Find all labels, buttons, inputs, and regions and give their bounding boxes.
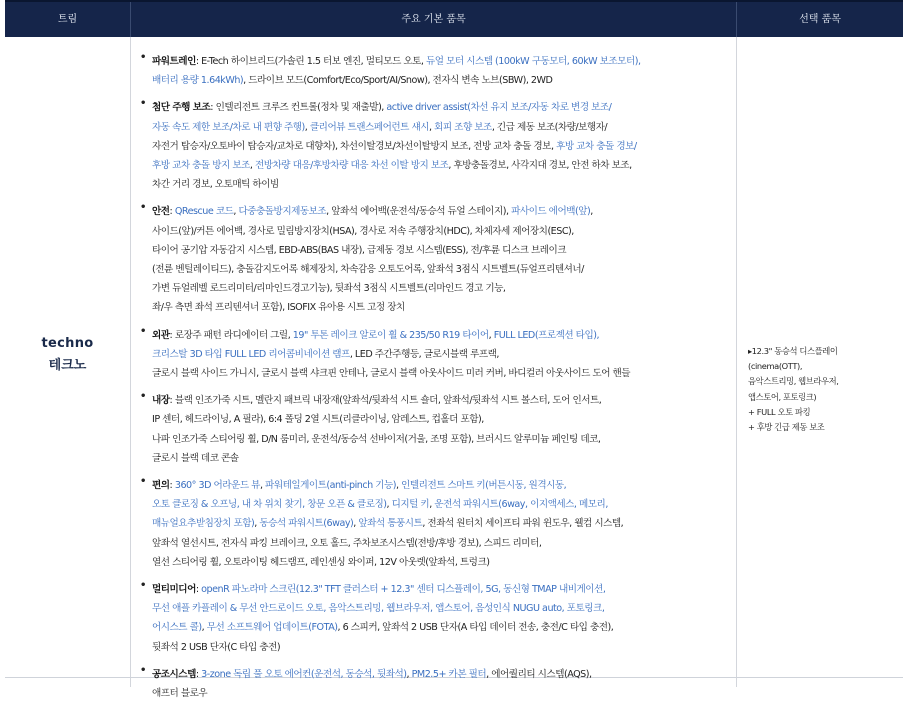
spec-line	[152, 665, 730, 684]
spec-text: 나파 인조가죽 스티어링 휠, D/N 룸미러, 운전석/동승석 선바이저(거울, 조명 포함), 브러시드 알루미늄 페인팅 데코,	[152, 433, 601, 445]
highlight-text: 디지털 키	[391, 499, 430, 511]
spec-text: ,	[353, 518, 359, 530]
section-title: 멀티미디어	[152, 584, 196, 596]
spec-text: , LED 주간주행등, 글로시블랙 루프랙,	[349, 348, 499, 360]
spec-line	[152, 52, 730, 71]
highlight-text: 전방차량 대응/후방차량 대응 차선 이탈 방지 보조	[254, 160, 449, 172]
highlight-text: 무선 소프트웨어 업데이트(FOTA)	[206, 622, 338, 634]
spec-text: 차간 거리 경보, 오토매틱 하이빔	[152, 179, 279, 191]
spec-line	[152, 71, 730, 90]
spec-text: ,	[428, 121, 435, 133]
highlight-text: 듀얼 모터 시스템 (100kW 구동모터, 60kW 보조모터),	[426, 56, 641, 67]
spec-text: ,	[254, 518, 260, 530]
bullet-icon: •	[140, 664, 147, 676]
spec-section	[140, 202, 730, 317]
bullet-icon: •	[140, 580, 147, 592]
spec-text: ,	[488, 329, 494, 341]
highlight-text: 후방 교차 충돌 경보/	[556, 140, 637, 152]
highlight-text: 360° 3D 어라운드 뷰	[174, 480, 260, 492]
spec-text: , 앞좌석 에어백(운전석/동승석 듀얼 스테이지),	[326, 206, 512, 218]
highlight-text: 앞좌석 통풍시트	[358, 518, 423, 530]
spec-line	[152, 514, 730, 533]
spec-line	[152, 222, 730, 241]
bullet-icon: •	[140, 325, 147, 337]
spec-text: :	[195, 668, 202, 680]
bullet-icon: •	[140, 52, 147, 63]
spec-section	[140, 391, 730, 468]
highlight-text: 오토 클로징 & 오프닝, 내 차 위치 찾기, 창문 오픈 & 클로징)	[152, 499, 387, 511]
spec-text: , 후방충돌경보, 사각지대 경보, 안전 하차 보조,	[448, 160, 632, 172]
spec-line	[152, 202, 730, 221]
spec-text: 가변 듀얼레벨 로드리미터/리마인드경고기능), 뒷좌석 3점식 시트벨트(리마인드 경고 기능,	[152, 283, 506, 295]
spec-line	[152, 410, 730, 429]
spec-line	[152, 618, 730, 637]
spec-text: :	[169, 480, 175, 492]
spec-text: : E-Tech 하이브리드(가솔린 1.5 터보 엔진, 멀티모드 오토,	[195, 56, 427, 67]
spec-text: ,	[386, 499, 392, 511]
highlight-text: QRescue 코드	[174, 206, 234, 218]
spec-text: ,	[406, 668, 412, 680]
spec-section	[140, 665, 730, 703]
highlight-text: 3-zone 독립 풀 오토 에어컨(운전석, 동승석, 뒷좌석)	[201, 668, 407, 680]
bullet-icon: •	[140, 391, 147, 403]
spec-text: :	[169, 206, 175, 218]
highlight-text: 동승석 파워시트(6way)	[259, 518, 354, 530]
section-title: 내장	[152, 395, 170, 407]
option-line: 음악스트리밍, 웹브라우저,	[748, 376, 839, 387]
spec-line	[152, 430, 730, 449]
highlight-text: 배터리 용량 1.64kWh)	[152, 75, 244, 87]
spec-text: :	[195, 584, 202, 596]
spec-text: 열선 스티어링 휠, 오토라이팅 헤드램프, 레인센싱 와이퍼, 12V 아웃렛(앞좌석, 트렁크)	[152, 556, 490, 568]
spec-text: 뒷좌석 2 USB 단자(C 타입 충전)	[152, 641, 281, 653]
spec-text: , 전좌석 원터치 세이프티 파워 윈도우, 웰컴 시스템,	[422, 518, 624, 530]
spec-line	[152, 495, 730, 514]
option-line: + 후방 긴급 제동 보조	[748, 422, 825, 433]
highlight-text: active driver assist(차선 유지 보조/자동 차로 변경 보조/	[386, 102, 612, 114]
highlight-text: PM2.5+ 카본 필터	[411, 668, 487, 680]
spec-text: ,	[429, 499, 435, 511]
spec-text: ,	[233, 206, 239, 218]
highlight-text: 자동 속도 제한 보조/차로 내 편향 주행)	[152, 121, 305, 133]
spec-text: 좌/우 측면 좌석 프리텐셔너 포함), ISOFIX 유아용 시트 고정 장치	[152, 302, 405, 314]
highlight-text: 파사이드 에어백(앞)	[511, 206, 591, 218]
spec-line	[152, 638, 730, 657]
spec-line	[152, 156, 730, 175]
option-line: + FULL 오토 파킹	[748, 406, 811, 417]
spec-text: 앞좌석 열선시트, 전자식 파킹 브레이크, 오토 홀드, 주차보조시스템(전방/후방 경보), 스피드 리미터,	[152, 537, 542, 549]
spec-line	[152, 391, 730, 410]
section-title: 편의	[152, 480, 170, 492]
spec-text: , 에어퀄리티 시스템(AQS),	[486, 668, 592, 680]
section-title: 파워트레인	[152, 56, 196, 67]
header-trim: 트림	[57, 14, 78, 25]
trim-name-ko: 테크노	[48, 358, 87, 373]
option-line: 앱스토어, 포토링크)	[748, 391, 817, 402]
basic-items-list	[140, 52, 730, 711]
section-title: 공조시스템	[152, 668, 196, 680]
spec-text: ,	[396, 480, 402, 492]
spec-line	[152, 599, 730, 618]
bullet-icon: •	[140, 202, 147, 214]
spec-text: 자전거 탑승자/오토바이 탑승자/교차로 대향차), 차선이탈경보/차선이탈방지 보조, 전방 교차 충돌 경보,	[152, 140, 557, 152]
header-basic-items: 주요 기본 품목	[401, 14, 466, 25]
section-title: 첨단 주행 보조	[152, 102, 211, 114]
spec-section	[140, 52, 730, 90]
spec-line	[152, 326, 730, 345]
bullet-icon: •	[140, 98, 147, 110]
spec-text: : 블랙 인조가죽 시트, 멜란지 패브릭 내장재(앞좌석/뒷좌석 시트 숄더, 앞좌석/뒷좌석 시트 볼스터, 도어 인서트,	[169, 395, 602, 407]
trim-name-en: techno	[41, 336, 94, 351]
spec-section	[140, 476, 730, 572]
highlight-text: 회피 조향 보조	[434, 121, 492, 133]
highlight-text: FULL LED(프로젝션 타입),	[493, 329, 600, 341]
spec-line	[152, 580, 730, 599]
spec-line	[152, 260, 730, 279]
spec-text: , 긴급 제동 보조(차량/보행자/	[491, 121, 608, 133]
spec-text: ,	[590, 206, 593, 218]
highlight-text: 19" 투톤 레이크 알로이 휠 & 235/50 R19 타이어	[292, 329, 489, 341]
header-option-items: 선택 품목	[799, 14, 841, 25]
spec-text: IP 센터, 헤드라이닝, A 필라), 6:4 폴딩 2열 시트(리클라이닝, 암레스트, 컵홀더 포함),	[152, 414, 484, 426]
spec-line	[152, 298, 730, 317]
section-title: 외관	[152, 329, 170, 341]
spec-text: 타이어 공기압 자동감지 시스템, EBD-ABS(BAS 내장), 급제동 경보 시스템(ESS), 전/후륜 디스크 브레이크	[152, 244, 567, 256]
highlight-text: openR 파노라마 스크린(12.3" TFT 클러스터 + 12.3" 센터 디스플레이, 5G, 동신형 TMAP 내비게이션,	[201, 584, 606, 596]
spec-text: ,	[249, 160, 255, 172]
spec-line	[152, 279, 730, 298]
highlight-text: 후방 교차 충돌 방지 보조	[152, 160, 250, 172]
spec-text: (전륜 벤틸레이티드), 충돌감지도어록 해제장치, 차속감응 오토도어록, 앞좌석 3점식 시트벨트(듀얼프리텐셔너/	[152, 264, 584, 276]
spec-text: : 인텔리전트 크루즈 컨트롤(정차 및 재출발),	[210, 102, 387, 114]
spec-text: : 로장주 패턴 라디에이터 그릴,	[169, 329, 293, 341]
highlight-text: 운전석 파워시트(6way, 이지액세스, 메모리,	[434, 499, 608, 511]
spec-line	[152, 553, 730, 572]
highlight-text: 무선 애플 카플레이 & 무선 안드로이드 오토, 음악스트리밍, 웹브라우저, 앱스토어, 음성인식 NUGU auto, 포토링크,	[152, 603, 605, 615]
highlight-text: 다중충돌방지제동보조	[238, 206, 327, 218]
spec-line	[152, 345, 730, 364]
spec-text: 애프터 블로우	[152, 688, 208, 700]
option-line: (cinema(OTT),	[748, 361, 803, 372]
spec-line	[152, 534, 730, 553]
spec-line	[152, 364, 730, 383]
spec-text: ,	[201, 622, 207, 634]
spec-text: ,	[304, 121, 310, 133]
spec-line	[152, 449, 730, 468]
spec-text: , 6 스피커, 앞좌석 2 USB 단자(A 타입 데이터 전송, 충전/C 타입 충전),	[337, 622, 614, 634]
bullet-icon: •	[140, 476, 147, 488]
highlight-text: 매뉴얼요추받침장치 포함)	[152, 518, 255, 530]
spec-section	[140, 580, 730, 657]
spec-line	[152, 476, 730, 495]
trim-cell	[5, 336, 130, 373]
spec-section	[140, 98, 730, 194]
spec-line	[152, 175, 730, 194]
highlight-text: 어시스트 콜)	[152, 622, 202, 634]
spec-text: 글로시 블랙 데코 콘솔	[152, 452, 239, 464]
spec-line	[152, 98, 730, 117]
highlight-text: 인텔리전트 스마트 키(버튼시동, 원격시동,	[401, 480, 567, 492]
spec-line	[152, 118, 730, 137]
spec-section	[140, 326, 730, 384]
spec-line	[152, 241, 730, 260]
spec-text: ,	[259, 480, 266, 492]
column-divider	[736, 37, 737, 687]
highlight-text: 크리스탈 3D 타입 FULL LED 리어콤비네이션 램프	[152, 348, 350, 360]
column-divider	[130, 37, 131, 687]
spec-text: 글로시 블랙 사이드 가니시, 글로시 블랙 샤크핀 안테나, 글로시 블랙 아웃사이드 미러 커버, 바디컬러 아웃사이드 도어 핸들	[152, 368, 631, 380]
spec-text: 사이드(앞)/커튼 에어백, 경사로 밀림방지장치(HSA), 경사로 저속 주행장치(HDC), 차체자세 제어장치(ESC),	[152, 225, 574, 237]
spec-line	[152, 137, 730, 156]
highlight-text: 파워테일게이트(anti-pinch 기능)	[265, 480, 397, 492]
table-header	[5, 0, 903, 37]
section-title: 안전	[152, 206, 170, 218]
option-line: ▸12.3" 동승석 디스플레이	[748, 346, 838, 356]
spec-text: , 드라이브 모드(Comfort/Eco/Sport/AI/Snow), 전자식 변속 노브(SBW), 2WD	[243, 75, 553, 87]
option-items-list	[748, 344, 898, 435]
highlight-text: 클리어뷰 트랜스페어런트 섀시	[309, 121, 429, 133]
